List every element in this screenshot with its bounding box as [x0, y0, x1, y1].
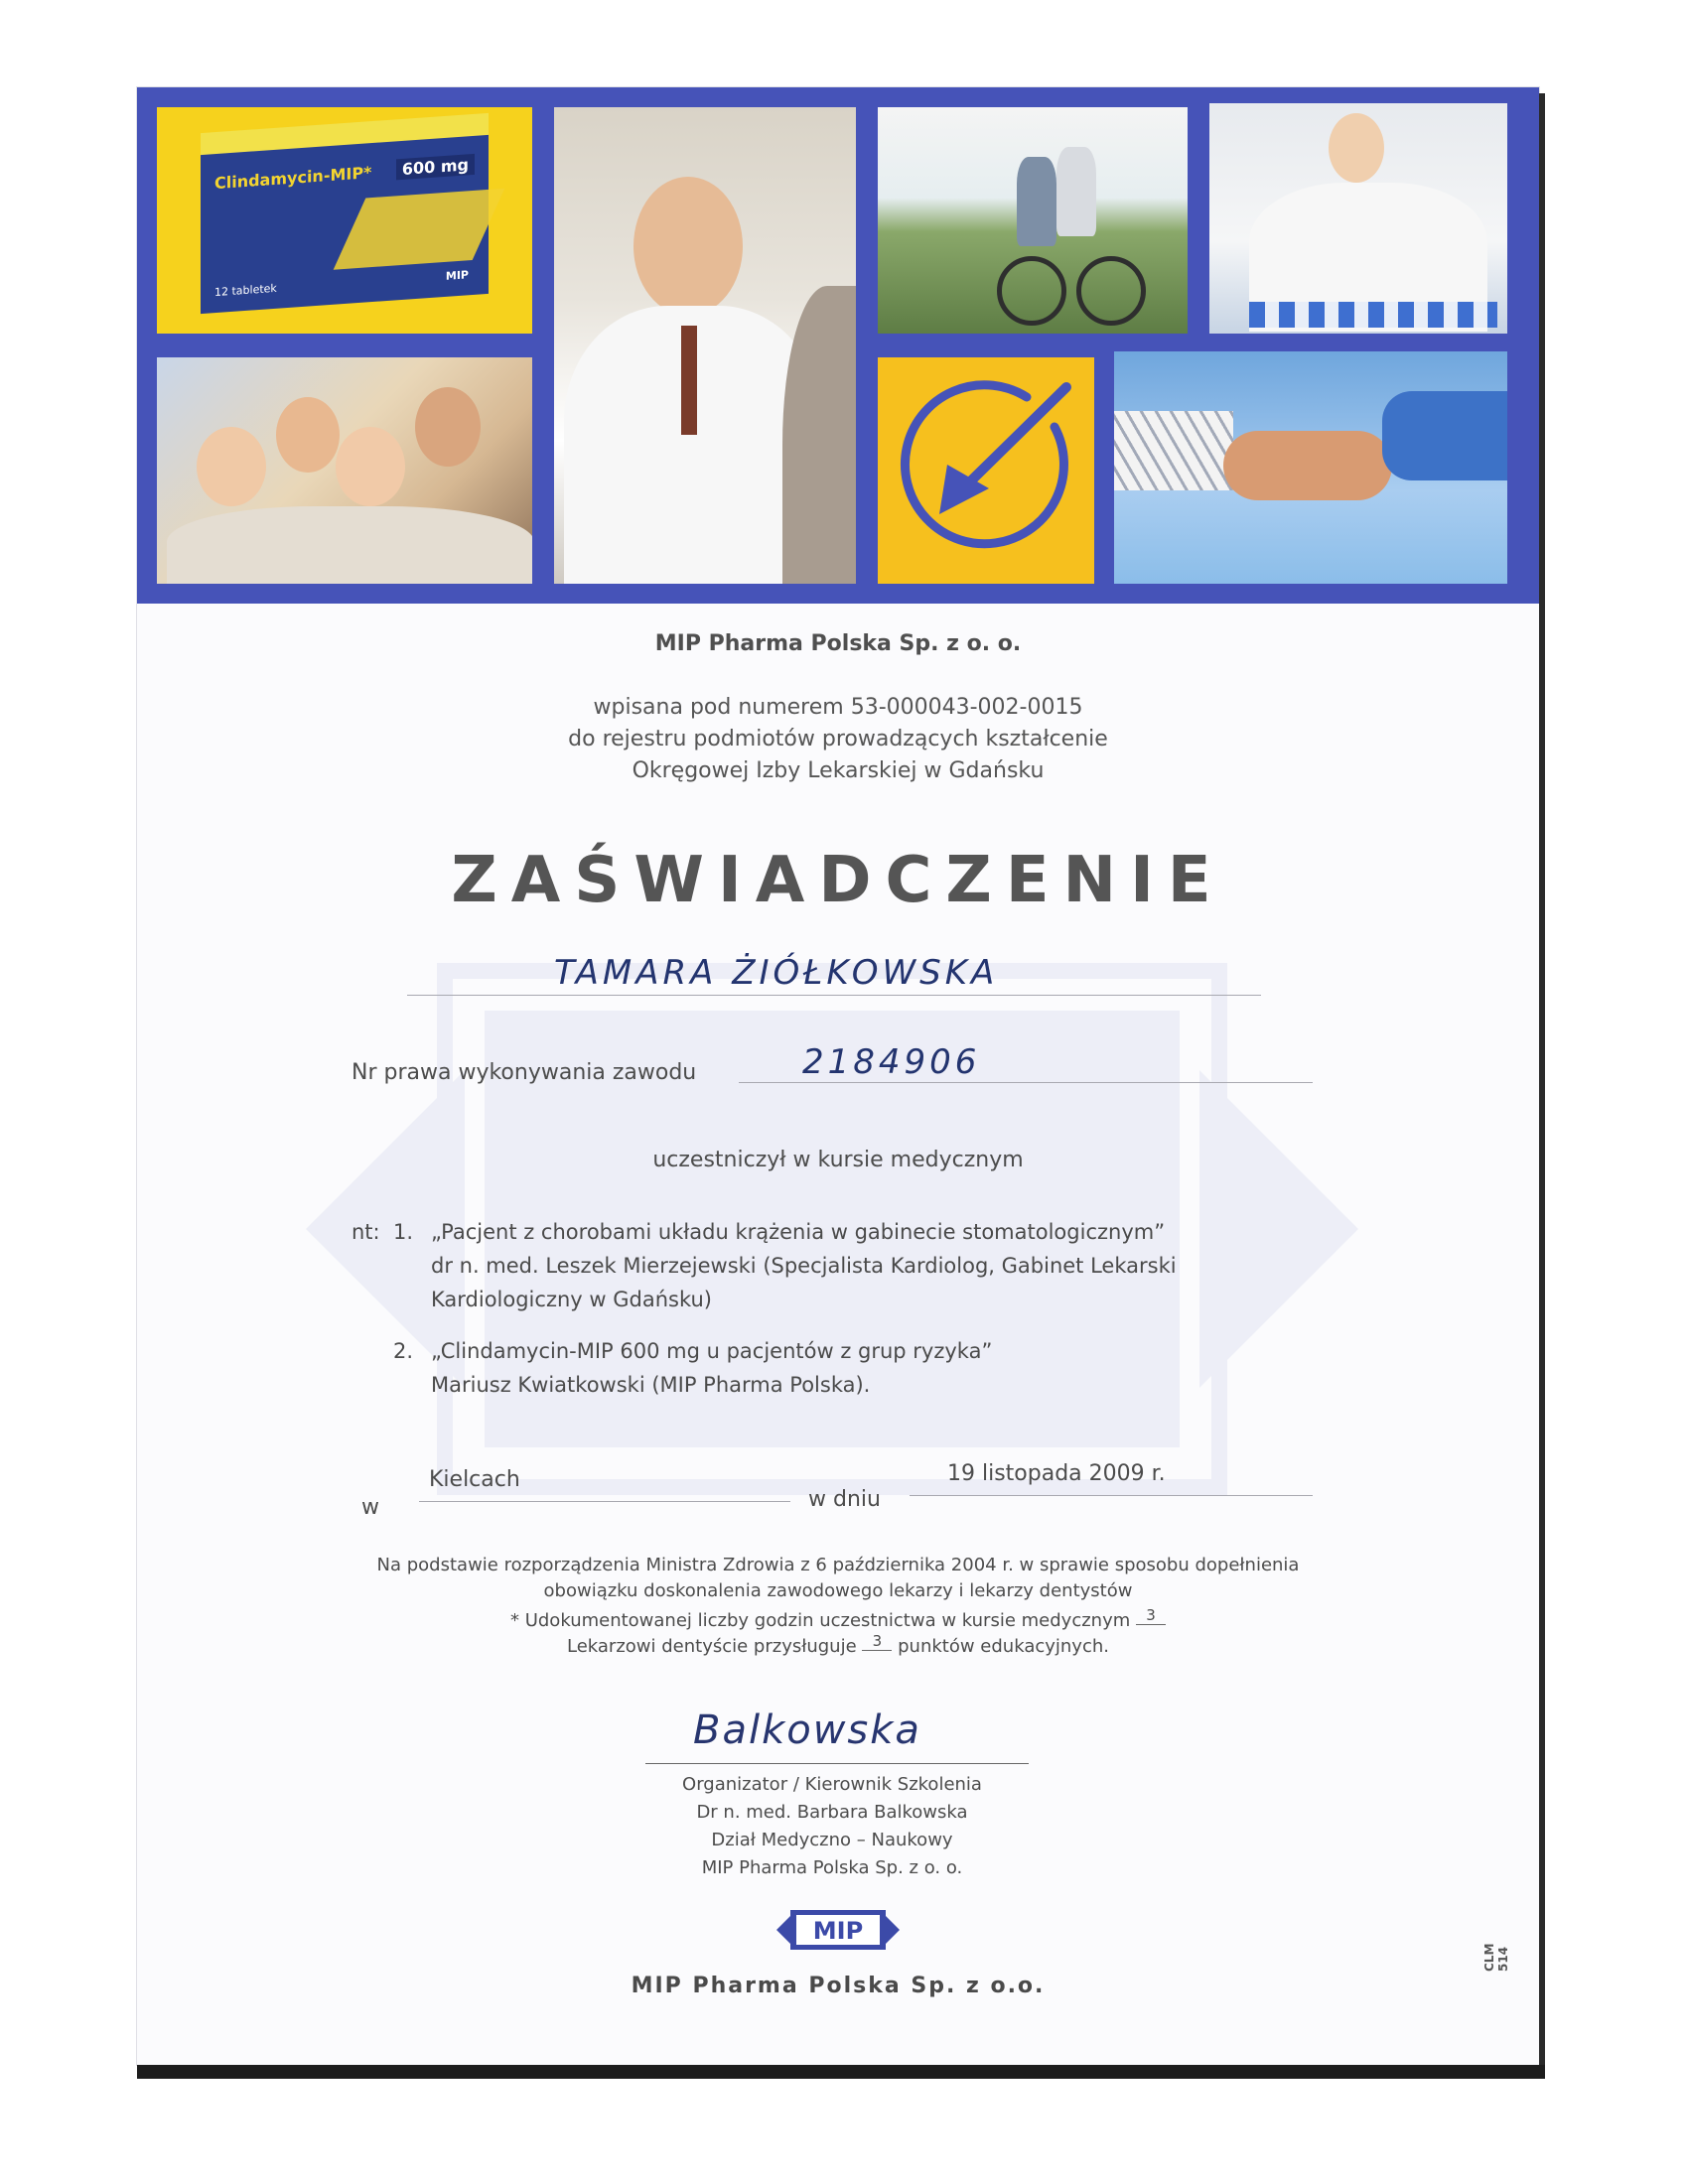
test-tubes	[1249, 302, 1497, 328]
bicycle-wheel	[997, 256, 1066, 326]
place-line	[419, 1501, 790, 1502]
patient-silhouette	[782, 286, 856, 584]
cyclists-photo	[878, 107, 1188, 334]
photo-banner	[137, 87, 1539, 604]
registration-line-1: wpisana pod numerem 53-000043-002-0015	[593, 695, 1083, 720]
product-box-stripe	[334, 189, 505, 270]
product-count: 12 tabletek	[214, 281, 277, 300]
product-box	[201, 135, 489, 314]
suit-sleeve	[1382, 391, 1507, 480]
organizer-role: Organizator / Kierownik Szkolenia	[682, 1774, 982, 1795]
topic-1-speaker-cont: Kardiologiczny w Gdańsku)	[431, 1288, 712, 1311]
family-photo	[157, 357, 532, 584]
hours-value: 3	[1136, 1606, 1166, 1625]
document-code: CLM 514	[1482, 1943, 1510, 1972]
product-name: Clindamycin-MIP*	[214, 163, 372, 194]
cyclist	[1056, 147, 1096, 236]
certificate-page	[137, 87, 1539, 2065]
shirt-sleeve	[1114, 411, 1233, 490]
points-value: 3	[862, 1632, 892, 1651]
organizer-name: Dr n. med. Barbara Balkowska	[696, 1802, 968, 1823]
points-prefix: Lekarzowi dentyście przysługuje	[567, 1636, 857, 1657]
footer-company: MIP Pharma Polska Sp. z o.o.	[631, 1974, 1046, 1998]
license-number: 2184906	[802, 1042, 981, 1082]
points-line	[137, 1632, 1539, 1657]
registration-line-2: do rejestru podmiotów prowadzących kształcenie	[568, 727, 1108, 751]
recipient-line	[407, 995, 1261, 996]
organizer-signature: Balkowska	[693, 1707, 921, 1753]
person-face	[276, 397, 340, 473]
place-value: Kielcach	[429, 1467, 520, 1492]
topic-2-speaker: Mariusz Kwiatkowski (MIP Pharma Polska).	[431, 1373, 871, 1397]
cyclist	[1017, 157, 1056, 246]
registration-line-3: Okręgowej Izby Lekarskiej w Gdańsku	[632, 758, 1045, 783]
topic-1-number: 1.	[393, 1220, 414, 1244]
handshake-photo	[1114, 351, 1507, 584]
date-line	[910, 1495, 1313, 1496]
signature-line	[645, 1763, 1029, 1764]
product-box-photo	[157, 107, 532, 334]
doctor-face	[633, 177, 743, 316]
issuer-company: MIP Pharma Polska Sp. z o. o.	[654, 631, 1022, 656]
person-face	[415, 387, 481, 467]
arrow-circle-icon	[878, 357, 1094, 584]
license-line	[739, 1082, 1313, 1083]
place-label: w	[361, 1495, 379, 1520]
doctor-tie	[681, 326, 697, 435]
bicycle-wheel	[1076, 256, 1146, 326]
recipient-name: TAMARA ŻIÓŁKOWSKA	[554, 953, 999, 993]
license-label: Nr prawa wykonywania zawodu	[352, 1060, 697, 1085]
clothing	[167, 506, 532, 584]
organizer-company: MIP Pharma Polska Sp. z o. o.	[701, 1857, 963, 1878]
organizer-department: Dział Medyczno – Naukowy	[711, 1830, 953, 1850]
hands	[1223, 431, 1392, 500]
points-suffix: punktów edukacyjnych.	[898, 1636, 1109, 1657]
date-value: 19 listopada 2009 r.	[947, 1461, 1166, 1486]
scientist-face	[1329, 113, 1384, 183]
person-face	[336, 427, 405, 506]
topics-prefix: nt:	[352, 1220, 380, 1244]
arrow-tile	[878, 357, 1094, 584]
person-face	[197, 427, 266, 506]
hours-line	[137, 1606, 1539, 1631]
mip-logo	[776, 1906, 900, 1954]
legal-basis-line-2: obowiązku doskonalenia zawodowego lekarzy i lekarzy dentystów	[543, 1580, 1133, 1601]
product-logo: MIP	[445, 268, 469, 283]
product-dose: 600 mg	[396, 154, 475, 181]
topic-2-title: „Clindamycin-MIP 600 mg u pacjentów z grup ryzyka”	[431, 1339, 993, 1363]
participation-text: uczestniczył w kursie medycznym	[652, 1148, 1024, 1172]
lab-photo	[1209, 103, 1507, 334]
hours-label: * Udokumentowanej liczby godzin uczestnictwa w kursie medycznym	[509, 1610, 1131, 1631]
date-label: w dniu	[808, 1487, 881, 1512]
doctor-photo	[554, 107, 856, 584]
topic-2-number: 2.	[393, 1339, 414, 1363]
topic-1-speaker: dr n. med. Leszek Mierzejewski (Specjalista Kardiolog, Gabinet Lekarski	[431, 1254, 1177, 1278]
topic-1-title: „Pacjent z chorobami układu krążenia w gabinecie stomatologicznym”	[431, 1220, 1166, 1244]
logo-text: MIP	[812, 1917, 864, 1945]
legal-basis-line-1: Na podstawie rozporządzenia Ministra Zdrowia z 6 października 2004 r. w sprawie sposobu dopełnienia	[376, 1555, 1300, 1575]
certificate-title: ZAŚWIADCZENIE	[451, 844, 1225, 917]
